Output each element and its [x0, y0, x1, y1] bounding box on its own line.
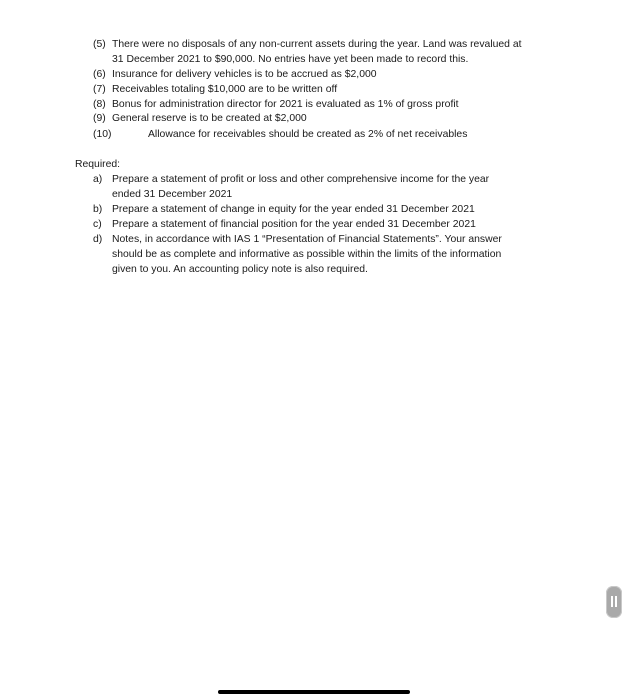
note-number: (8) — [93, 99, 106, 110]
grip-line-icon — [611, 596, 613, 607]
note-text-line: Allowance for receivables should be created as 2% of net receivables — [148, 129, 468, 140]
note-text-line: Insurance for delivery vehicles is to be accrued as $2,000 — [112, 69, 377, 80]
required-item-line: given to you. An accounting policy note is also required. — [112, 264, 368, 275]
required-item-line: Prepare a statement of change in equity for the year ended 31 December 2021 — [112, 204, 475, 215]
grip-line-icon — [615, 596, 617, 607]
note-text-line: Receivables totaling $10,000 are to be written off — [112, 84, 338, 95]
home-indicator[interactable] — [218, 690, 410, 694]
required-heading: Required: — [75, 159, 121, 170]
note-number: (5) — [93, 39, 106, 50]
required-item-label: d) — [93, 234, 103, 245]
required-item-line: Notes, in accordance with IAS 1 “Presentation of Financial Statements”. Your answer — [112, 234, 502, 245]
required-item-line: Prepare a statement of profit or loss and other comprehensive income for the year — [112, 174, 490, 185]
required-item-line: Prepare a statement of financial position for the year ended 31 December 2021 — [112, 219, 476, 230]
note-text-line: There were no disposals of any non-current assets during the year. Land was revalued at — [112, 39, 522, 50]
note-number: (6) — [93, 69, 106, 80]
note-number: (9) — [93, 113, 106, 124]
note-text-line: General reserve is to be created at $2,000 — [112, 113, 307, 124]
scroll-handle[interactable] — [606, 586, 622, 618]
required-item-line: ended 31 December 2021 — [112, 189, 233, 200]
required-item-label: c) — [93, 219, 102, 230]
required-item-label: a) — [93, 174, 103, 185]
note-text-line: 31 December 2021 to $90,000. No entries have yet been made to record this. — [112, 54, 469, 65]
required-item-line: should be as complete and informative as possible within the limits of the information — [112, 249, 502, 260]
note-text-line: Bonus for administration director for 2021 is evaluated as 1% of gross profit — [112, 99, 459, 110]
note-number: (7) — [93, 84, 106, 95]
required-item-label: b) — [93, 204, 103, 215]
note-number: (10) — [93, 129, 112, 140]
